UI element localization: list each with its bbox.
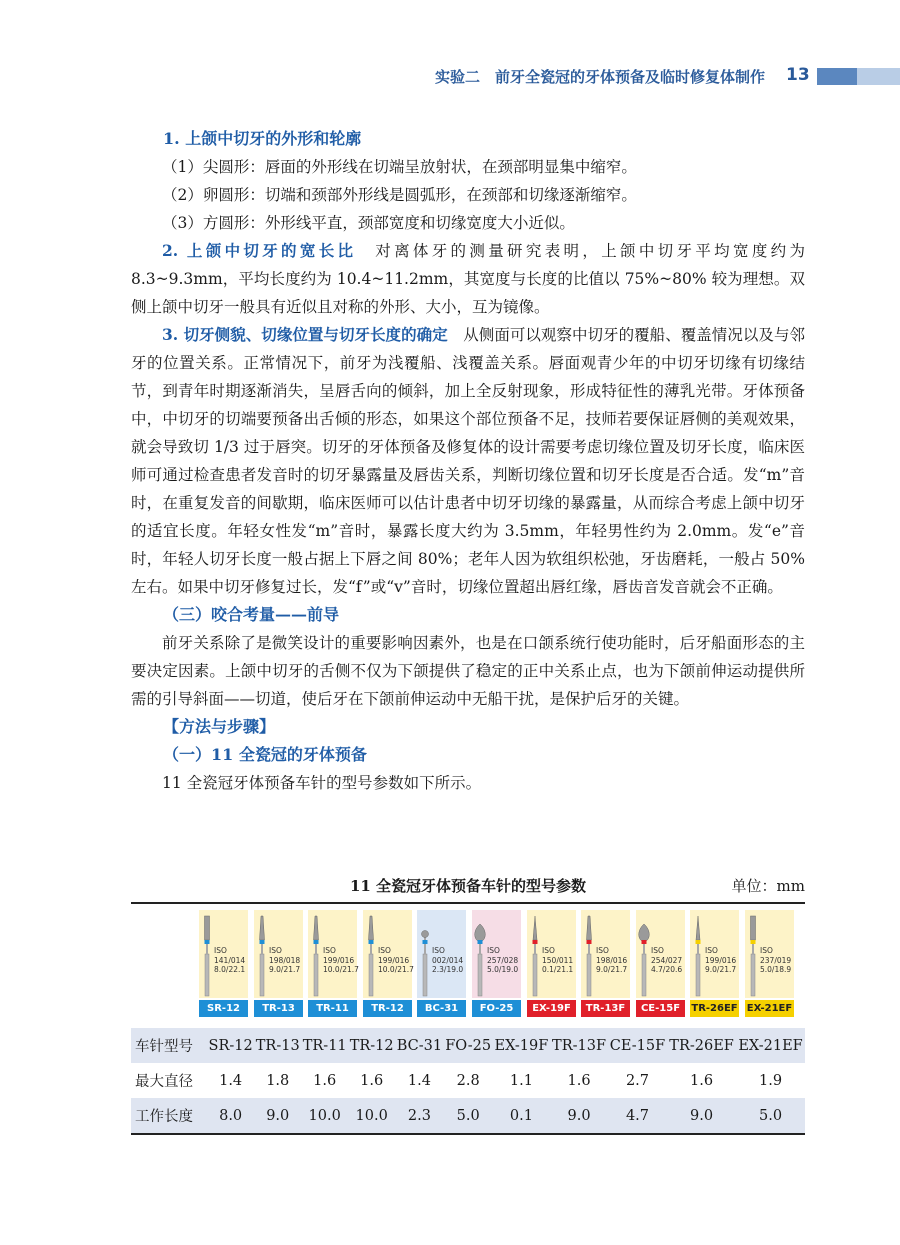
bur-spec-line: 5.0/18.9 [760, 965, 792, 974]
bur-photo [254, 910, 303, 998]
table-cell: TR-13F [550, 1028, 608, 1063]
table-cell: 10.0 [301, 1098, 348, 1134]
bur-spec-line: 141/014 [214, 955, 246, 965]
bur-spec-line: 4.7/20.6 [651, 965, 683, 974]
bur-spec-line: ISO [705, 946, 718, 955]
bur-spec-line: ISO [269, 946, 282, 955]
bur-spec-line: ISO [542, 946, 555, 955]
bur-spec [705, 946, 736, 975]
bur-item [199, 910, 248, 1018]
bur-item [527, 910, 576, 1018]
paragraph-2 [131, 237, 805, 321]
body-text [131, 125, 805, 797]
table-cell: CE-15F [608, 1028, 667, 1063]
table-row [131, 1098, 805, 1134]
bur-spec-line: ISO [596, 946, 609, 955]
bur-item [254, 910, 303, 1018]
table-cell: 2.3 [395, 1098, 444, 1134]
bur-spec-line: ISO [378, 946, 391, 955]
bur-spec-line: 199/016 [323, 955, 355, 965]
table-cell: 9.0 [667, 1098, 736, 1134]
table-cell: TR-13 [254, 1028, 301, 1063]
bur-label: SR-12 [199, 1000, 248, 1017]
table-cell: 8.0 [207, 1098, 254, 1134]
bur-photo [745, 910, 794, 998]
bur-spec [596, 946, 627, 975]
paragraph-text: 前牙关系除了是微笑设计的重要影响因素外，也是在口颌系统行使功能时，后牙船面形态的主要决定因素。上颌中切牙的舌侧不仅为下颌提供了稳定的正中关系止点，也为下颌前伸运动提供所需的引导斜面——切道，使后牙在下颌前伸运动中无船干扰，是保护后牙的关键。 [131, 634, 805, 708]
table-cell: 1.6 [360, 1072, 384, 1089]
row-header: 工作长度 [131, 1098, 207, 1134]
bur-spec [214, 946, 245, 975]
table-cell: 9.0 [550, 1098, 608, 1134]
paragraph-text: 从侧面可以观察中切牙的覆船、覆盖情况以及与邻牙的位置关系。正常情况下，前牙为浅覆船、浅覆盖关系。唇面观青少年的中切牙切缘有切缘结节，到青年时期逐渐消失，呈唇舌向的倾斜，加上全反射现象，形成特征性的薄乳光带。牙体预备中，中切牙的切端要预备出舌倾的形态，如果这个部位预备不足，技师若要保证唇侧的美观效果，就会导致切 1/3 过于唇突。切牙的牙体预备及修复体的设计需要考虑切缘位置及切牙长度，临床医师可通过检查患者发音时的切牙暴露量及唇齿关系，判断切缘位置和切牙长度是否合适。发“m”音时，在重复发音的间歇期，临床医师可以估计患者中切牙切缘的暴露量，从而综合考虑上颌中切牙的适宜长度。年轻女性发“m”音时，暴露长度大约为 3.5mm，年轻男性约为 2.0mm。发“e”音时，年轻人切牙长度一般占据上下唇之间 80%；老年人因为软组织松弛，牙齿磨耗，一般占 50% 左右。如果中切牙修复过长，发“f”或“v”音时，切缘位置超出唇红缘，唇齿音发音就会不正确。 [131, 326, 805, 596]
bur-label: TR-12 [363, 1000, 412, 1017]
table-cell: FO-25 [444, 1028, 493, 1063]
bur-item [363, 910, 412, 1018]
bur-item [581, 910, 630, 1018]
bur-photo [308, 910, 357, 998]
bur-spec-line: 198/016 [596, 955, 628, 965]
table-cell: 1.6 [690, 1072, 714, 1089]
bur-label: TR-13F [581, 1000, 630, 1017]
bur-spec-line: 257/028 [487, 955, 519, 965]
bur-label: CE-15F [636, 1000, 685, 1017]
bur-spec-line: 9.0/21.7 [596, 965, 628, 974]
bur-item [690, 910, 739, 1018]
paragraph-text: 11 全瓷冠牙体预备车针的型号参数如下所示。 [162, 774, 482, 792]
table-row [131, 1063, 805, 1098]
bur-label: TR-13 [254, 1000, 303, 1017]
table-cell: 1.6 [567, 1072, 591, 1089]
table-cell: BC-31 [395, 1028, 444, 1063]
table-cell: TR-12 [348, 1028, 395, 1063]
bur-spec [487, 946, 518, 975]
row-header: 车针型号 [131, 1028, 207, 1063]
table-cell: TR-26EF [667, 1028, 736, 1063]
bur-item [472, 910, 521, 1018]
bur-photo [199, 910, 248, 998]
bur-label: TR-26EF [690, 1000, 739, 1017]
bur-spec-line: 198/018 [269, 955, 301, 965]
bur-spec-line: 9.0/21.7 [269, 965, 301, 974]
bur-spec-line: 9.0/21.7 [705, 965, 737, 974]
bur-photo [472, 910, 521, 998]
table-cell: 1.9 [759, 1072, 783, 1089]
bur-spec-line: 199/016 [705, 955, 737, 965]
bur-spec-line: ISO [323, 946, 336, 955]
header-bar-dark [817, 68, 857, 85]
section-heading-6: （一）11 全瓷冠的牙体预备 [163, 745, 367, 764]
bur-spec [760, 946, 791, 975]
bur-spec-line: 10.0/21.7 [378, 965, 414, 974]
bur-label: EX-21EF [745, 1000, 794, 1017]
row-header: 最大直径 [135, 1074, 193, 1090]
bur-spec-line: 2.3/19.0 [432, 965, 464, 974]
table-top-rule [131, 902, 805, 904]
bur-spec [432, 946, 463, 975]
bur-spec-line: 8.0/22.1 [214, 965, 246, 974]
bur-item [308, 910, 357, 1018]
bur-label: EX-19F [527, 1000, 576, 1017]
bur-spec-line: 5.0/19.0 [487, 965, 519, 974]
bur-item [417, 910, 466, 1018]
bur-photo [636, 910, 685, 998]
table-cell: 0.1 [493, 1098, 551, 1134]
bur-spec [542, 946, 573, 975]
chapter-title: 实验二 前牙全瓷冠的牙体预备及临时修复体制作 [434, 68, 765, 86]
table-cell: 1.8 [266, 1072, 290, 1089]
bur-spec-line: 10.0/21.7 [323, 965, 359, 974]
section-heading-5: 【方法与步骤】 [163, 717, 276, 736]
section-heading-3: 3. 切牙侧貌、切缘位置与切牙长度的确定 [162, 325, 448, 344]
table-cell: 1.1 [509, 1072, 533, 1089]
bur-spec-line: ISO [760, 946, 773, 955]
bur-spec [269, 946, 300, 975]
table-caption [131, 875, 805, 899]
bur-spec-line: ISO [214, 946, 227, 955]
bur-spec-line: 199/016 [378, 955, 410, 965]
bur-parameter-table [131, 1028, 805, 1135]
bur-spec [378, 946, 414, 975]
header-bar-light [857, 68, 900, 85]
table-cell: 4.7 [608, 1098, 667, 1134]
table-cell: 2.8 [456, 1072, 480, 1089]
bur-spec-line: 0.1/21.1 [542, 965, 574, 974]
bur-spec [323, 946, 359, 975]
bur-photo [527, 910, 576, 998]
table-cell: 10.0 [348, 1098, 395, 1134]
list-item: （2）卵圆形：切端和颈部外形线是圆弧形，在颈部和切缘逐渐缩窄。 [162, 186, 637, 204]
table-cell: SR-12 [207, 1028, 254, 1063]
paragraph-text: 对离体牙的测量研究表明，上颌中切牙平均宽度约为 8.3~9.3mm，平均长度约为 10.4~11.2mm，其宽度与长度的比值以 75%~80% 较为理想。双侧上颌中切牙一般具有近似且对称的外形、大小，互为镜像。 [131, 242, 805, 316]
table-cell: 5.0 [444, 1098, 493, 1134]
section-heading-2: 2. 上颌中切牙的宽长比 [162, 241, 357, 260]
table-title: 11 全瓷冠牙体预备车针的型号参数 [349, 877, 587, 895]
bur-spec-line: 150/011 [542, 955, 574, 965]
table-cell: 5.0 [736, 1098, 805, 1134]
table-unit: 单位：mm [731, 877, 805, 895]
bur-photo [690, 910, 739, 998]
table-cell: EX-19F [493, 1028, 551, 1063]
table-cell: 1.4 [407, 1072, 431, 1089]
bur-spec-line: ISO [432, 946, 445, 955]
list-item: （3）方圆形：外形线平直，颈部宽度和切缘宽度大小近似。 [162, 214, 575, 232]
table-cell: 1.4 [219, 1072, 243, 1089]
bur-item [745, 910, 794, 1018]
bur-spec-line: 254/027 [651, 955, 683, 965]
section-heading-1: 1. 上颌中切牙的外形和轮廓 [163, 129, 362, 148]
table-cell: 1.6 [313, 1072, 337, 1089]
table-cell: EX-21EF [736, 1028, 805, 1063]
bur-spec-line: 237/019 [760, 955, 792, 965]
bur-photo [363, 910, 412, 998]
table-cell: 2.7 [625, 1072, 649, 1089]
table-cell: 9.0 [254, 1098, 301, 1134]
bur-spec-line: ISO [651, 946, 664, 955]
bur-item [636, 910, 685, 1018]
section-heading-4: （三）咬合考量——前导 [163, 605, 340, 624]
bur-spec [651, 946, 682, 975]
bur-photo [581, 910, 630, 998]
paragraph-3 [131, 321, 805, 601]
bur-spec-line: 002/014 [432, 955, 464, 965]
bur-image-strip [199, 910, 798, 1018]
bur-label: BC-31 [417, 1000, 466, 1017]
list-item: （1）尖圆形：唇面的外形线在切端呈放射状，在颈部明显集中缩窄。 [162, 158, 637, 176]
running-header [0, 62, 900, 92]
page-number: 13 [786, 65, 810, 85]
table-row [131, 1028, 805, 1063]
table-cell: TR-11 [301, 1028, 348, 1063]
bur-label: FO-25 [472, 1000, 521, 1017]
bur-label: TR-11 [308, 1000, 357, 1017]
bur-spec-line: ISO [487, 946, 500, 955]
bur-photo [417, 910, 466, 998]
